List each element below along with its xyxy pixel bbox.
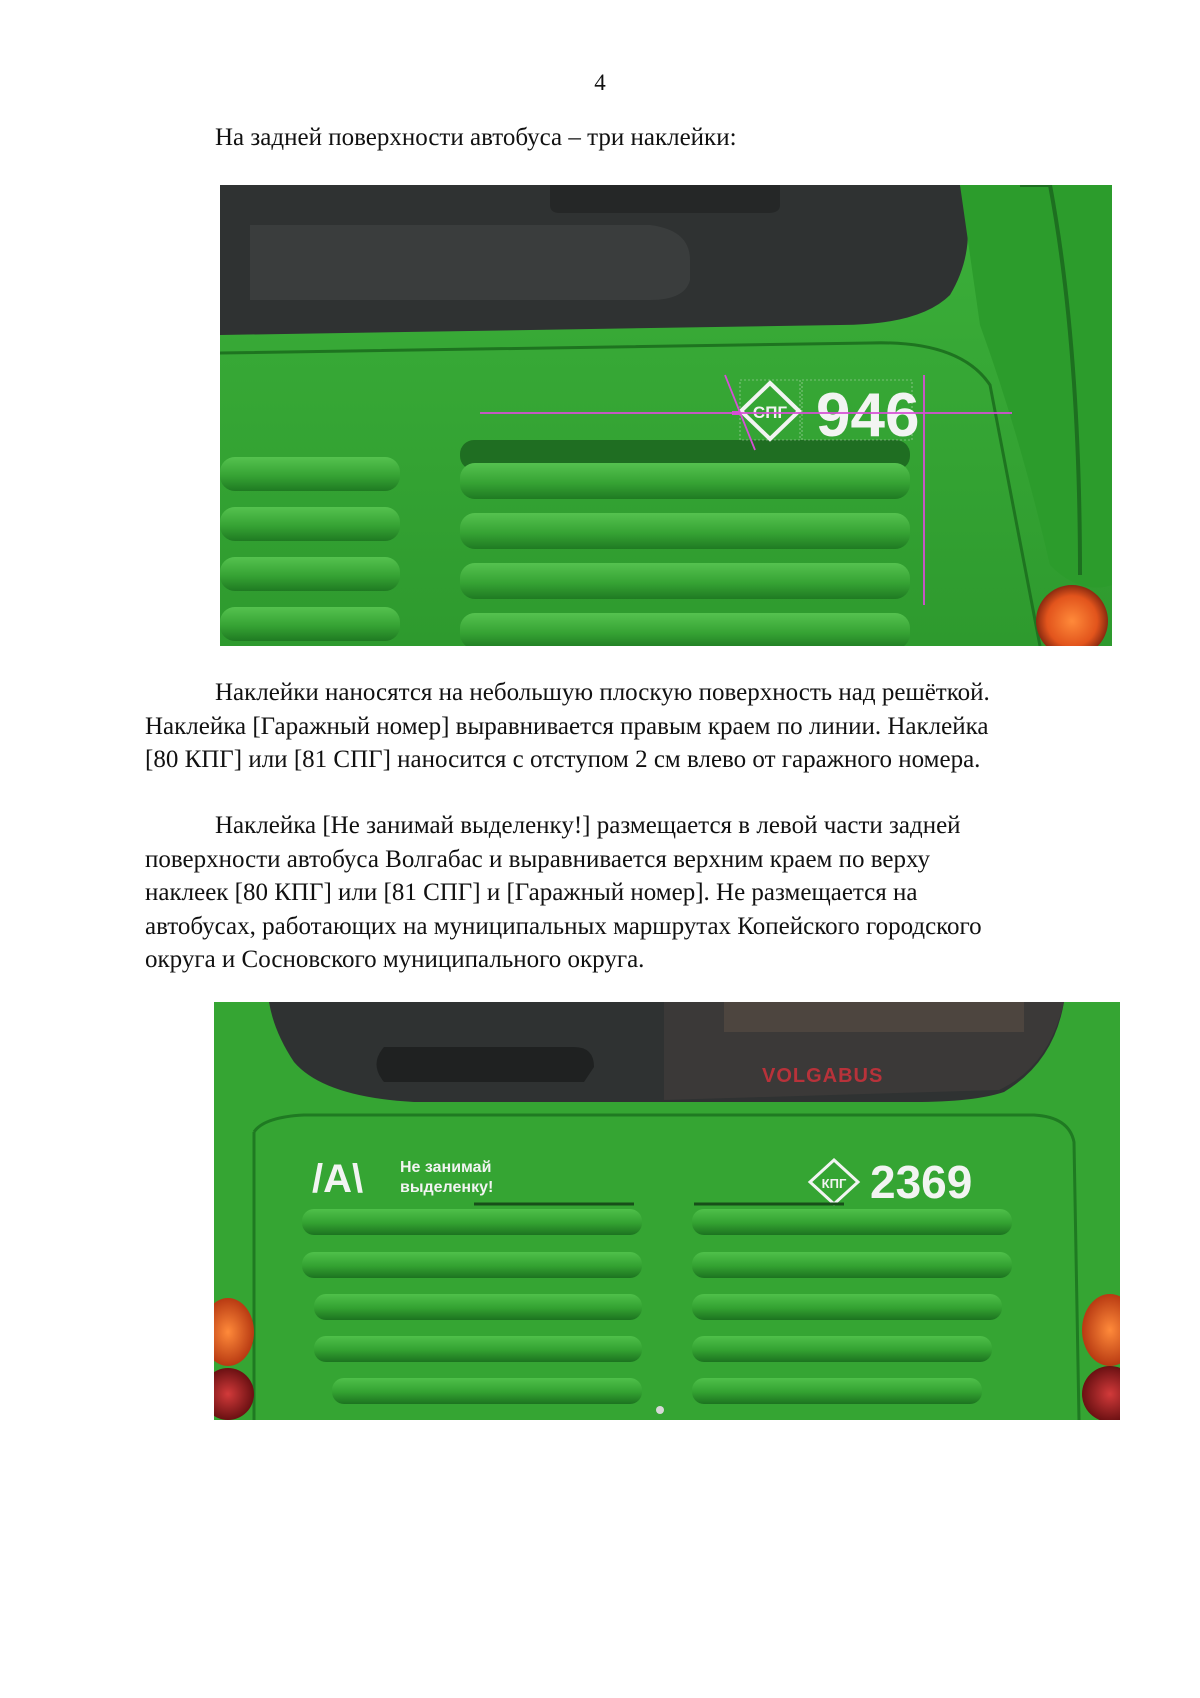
bus-rear-illustration-2	[214, 1002, 1120, 1420]
page-number: 4	[594, 70, 606, 95]
paragraph-2: Наклейка [Не занимай выделенку!] размещается в левой части задней поверхности автобуса Волгабас и выравнивается верхним краем по верху наклеек [80 КПГ] или [81 СПГ] и [Гаражный номер]. Не размещается на автобусах, работающих на муниципальных маршрутах Копейского городского округа и Сосновского муниципального округа.	[145, 812, 982, 973]
garage-number-sticker: 946	[816, 381, 920, 450]
bolt	[656, 1406, 664, 1414]
lane-logo: /A\	[312, 1157, 364, 1201]
window-reflection	[724, 1002, 1024, 1032]
paragraph-1: Наклейки наносятся на небольшую плоскую поверхность над решёткой. Наклейка [Гаражный номер] выравнивается правым краем по линии. Наклейка [80 КПГ] или [81 СПГ] наносится с отступом 2 см влево от гаражного номера.	[145, 679, 990, 773]
bus-rear-photo-2	[214, 1002, 1120, 1420]
right-grille	[460, 440, 910, 646]
garage-number-sticker: 2369	[870, 1156, 973, 1208]
lane-text-line-2: выделенку!	[400, 1179, 494, 1196]
window-panel	[250, 225, 690, 300]
intro-text: На задней поверхности автобуса – три наклейки:	[215, 124, 737, 151]
window-vent	[550, 185, 780, 213]
bus-rear-photo-1	[220, 185, 1112, 646]
volgabus-brand: VOLGABUS	[762, 1065, 884, 1087]
window-panel	[377, 1047, 595, 1082]
lane-sticker	[312, 1157, 493, 1201]
fuel-badge-label: КПГ	[821, 1176, 847, 1191]
lane-text-line-1: Не занимай	[400, 1159, 492, 1176]
bus-rear-illustration-1	[220, 185, 1112, 646]
fuel-badge-label: СПГ	[752, 403, 788, 422]
